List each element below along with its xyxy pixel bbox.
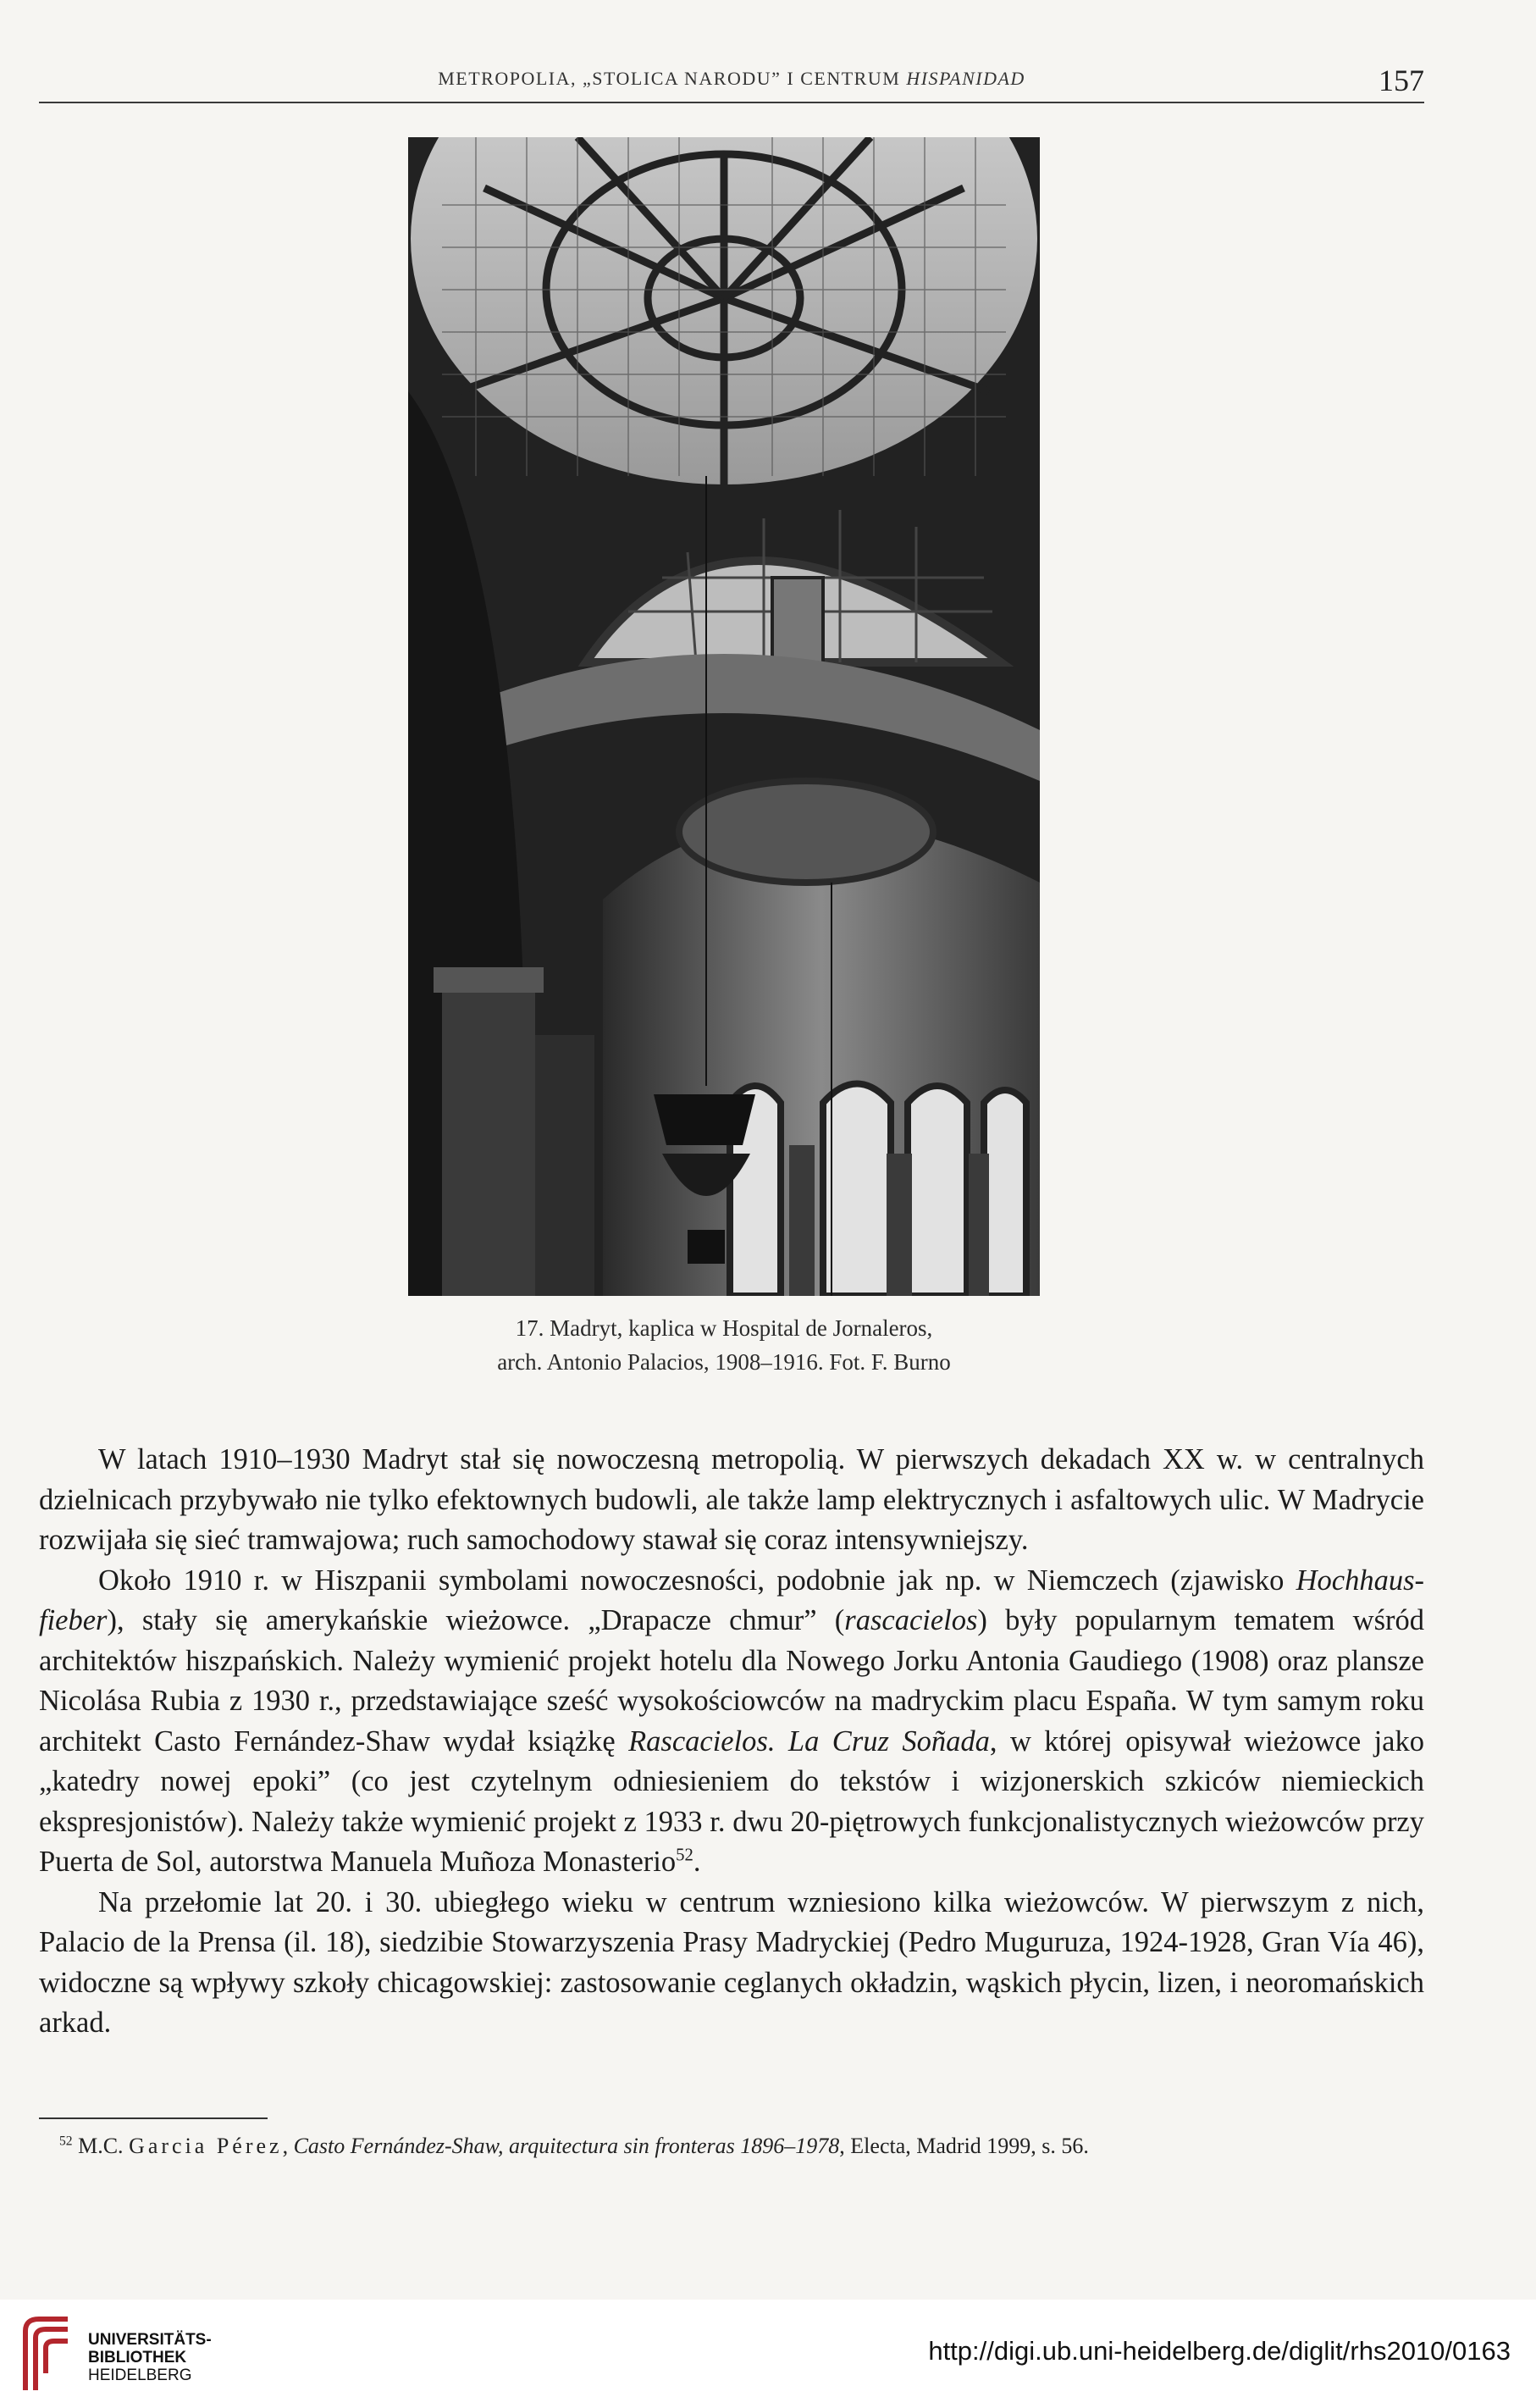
library-name: UNIVERSITÄTS- BIBLIOTHEK HEIDELBERG <box>88 2331 212 2384</box>
paragraph-3: Na przełomie lat 20. i 30. ubiegłego wieku w centrum wzniesiono kilka wieżowców. W pierwszym z nich, Palacio de la Prensa (il. 18), siedzibie Stowarzyszenia Prasy Madryckiej (Pedro Muguruza, 1924-1928, Gran Vía 46), widoczne są wpływy szkoły chicagowskiej: zastosowanie ceglanych okładzin, wąskich płycin, lizen, i neoromańskich arkad. <box>39 1885 1424 2039</box>
running-title: METROPOLIA, „STOLICA NARODU” I CENTRUM HISPANIDAD <box>438 68 1025 89</box>
body-text <box>39 1440 1424 2044</box>
footnote-title: Casto Fernández-Shaw, arquitectura sin fronteras 1896–1978 <box>293 2134 840 2158</box>
caption-line-1: 17. Madryt, kaplica w Hospital de Jornaleros, <box>515 1315 933 1341</box>
paragraph-2: Około 1910 r. w Hiszpanii symbolami nowoczesności, podobnie jak np. w Niemczech (zjawisko Hochhaus-fieber), stały się amerykańskie wieżowce. „Drapacze chmur” (rascacielos) były popularnym tematem wśród architektów hiszpańskich. Należy wymienić projekt hotelu dla Nowego Jorku Antonia Gaudiego (1908) oraz plansze Nicolása Rubia z 1930 r., przedstawiające sześć wysokościowców na madryckim placu España. W tym samym roku architekt Casto Fernández-Shaw wydał książkę Rascacielos. La Cruz Soñada, w której opisywał wieżowce jako „katedry nowej epoki” (co jest czytelnym odniesieniem do tekstów i wizjonerskich szkiców niemieckich ekspresjonistów). Należy także wymienić projekt z 1933 r. dwu 20-piętrowych funkcjonalistycznych wieżowców przy Puerta de Sol, autorstwa Manuela Muñoza Monasterio$^{52}$. <box>39 1564 1424 1878</box>
footnote-52: $^{52}$ M.C. Garcia Pérez, Casto Fernández-Shaw, arquitectura sin fronteras 1896–1978, Electa, Madrid 1999, s. 56. <box>59 2134 1089 2158</box>
caption-line-2: arch. Antonio Palacios, 1908–1916. Fot. F. Burno <box>497 1349 951 1375</box>
figure-caption <box>254 1311 1194 1379</box>
footnote-ref-52[interactable]: 52 <box>676 1846 693 1865</box>
chapel-photo <box>408 137 1040 1296</box>
footnote-number: 52 <box>59 2134 73 2149</box>
chapel-dome-illustration <box>408 137 1040 1296</box>
source-url-link[interactable]: http://digi.ub.uni-heidelberg.de/diglit/rhs2010/0163 <box>928 2336 1511 2366</box>
paragraph-1: W latach 1910–1930 Madryt stał się nowoczesną metropolią. W pierwszych dekadach XX w. w centralnych dzielnicach przybywało nie tylko efektownych budowli, ale także lamp elektrycznych i asfaltowych ulic. W Madrycie rozwijała się sieć tramwajowa; ruch samochodowy stawał się coraz intensywniejszy. <box>39 1443 1424 1556</box>
running-header <box>39 63 1424 103</box>
university-library-logo-icon <box>17 2314 76 2395</box>
page-number: 157 <box>1379 64 1424 97</box>
footnote-author: Garcia Pérez <box>129 2134 283 2158</box>
footnote-rule <box>39 2117 268 2119</box>
